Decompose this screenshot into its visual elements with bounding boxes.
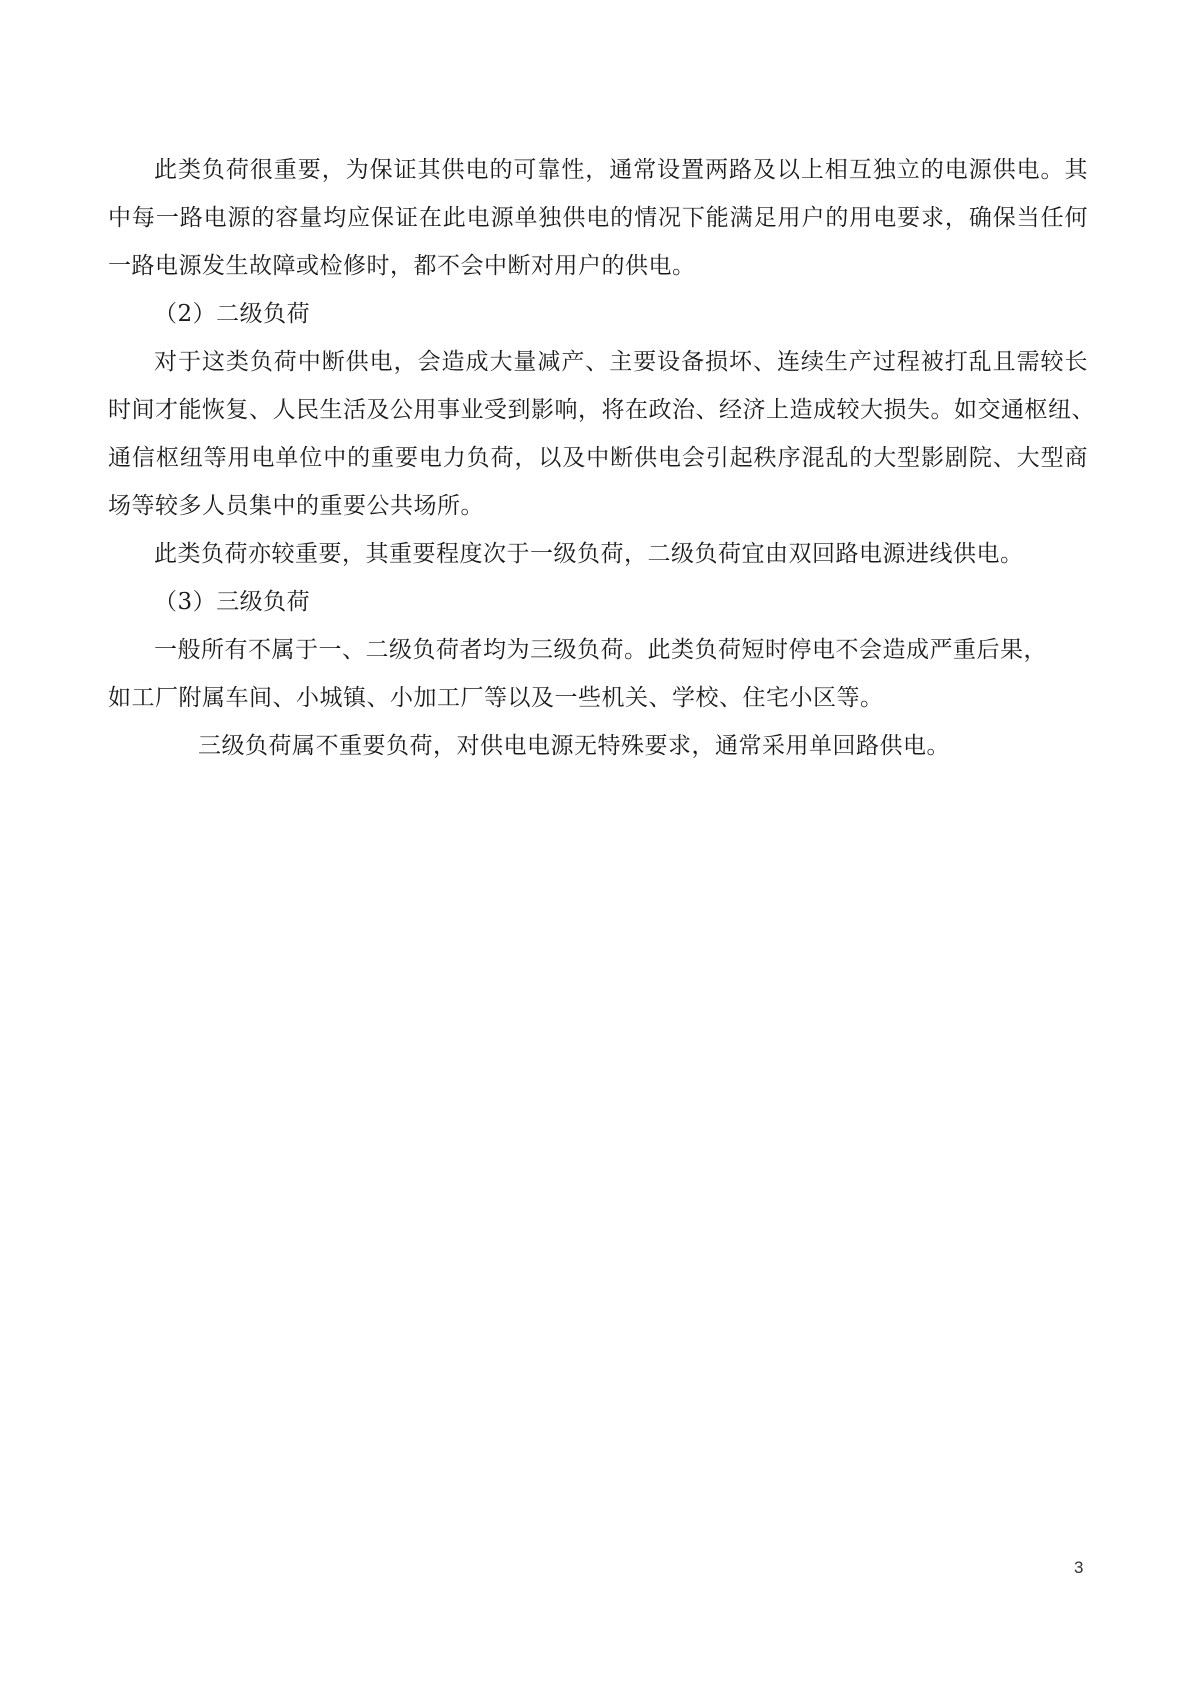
paragraph-line: 此类负荷很重要，为保证其供电的可靠性，通常设置两路及以上相互独立的电源供电。其 bbox=[154, 157, 1088, 183]
paragraph-line: 三级负荷属不重要负荷，对供电电源无特殊要求，通常采用单回路供电。 bbox=[198, 733, 950, 759]
paragraph-line: 一般所有不属于一、二级负荷者均为三级负荷。此类负荷短时停电不会造成严重后果， bbox=[154, 637, 1047, 663]
paragraph-line: 如工厂附属车间、小城镇、小加工厂等以及一些机关、学校、住宅小区等。 bbox=[108, 685, 884, 711]
page-number: 3 bbox=[1074, 1558, 1084, 1577]
body-text bbox=[108, 146, 1095, 770]
paragraph-line: 场等较多人员集中的重要公共场所。 bbox=[108, 493, 484, 519]
paragraph-line: 中每一路电源的容量均应保证在此电源单独供电的情况下能满足用户的用电要求，确保当任何 bbox=[108, 205, 1088, 231]
paragraph-line: 此类负荷亦较重要，其重要程度次于一级负荷，二级负荷宜由双回路电源进线供电。 bbox=[154, 541, 1024, 567]
section-heading: （2）二级负荷 bbox=[154, 301, 311, 327]
paragraph-line: 一路电源发生故障或检修时，都不会中断对用户的供电。 bbox=[108, 253, 696, 279]
paragraph-line: 时间才能恢复、人民生活及公用事业受到影响，将在政治、经济上造成较大损失。如交通枢纽、 bbox=[108, 397, 1095, 423]
paragraph-line: 对于这类负荷中断供电，会造成大量减产、主要设备损坏、连续生产过程被打乱且需较长 bbox=[154, 349, 1088, 375]
section-heading: （3）三级负荷 bbox=[154, 589, 311, 615]
paragraph-line: 通信枢纽等用电单位中的重要电力负荷，以及中断供电会引起秩序混乱的大型影剧院、大型商 bbox=[108, 445, 1088, 471]
